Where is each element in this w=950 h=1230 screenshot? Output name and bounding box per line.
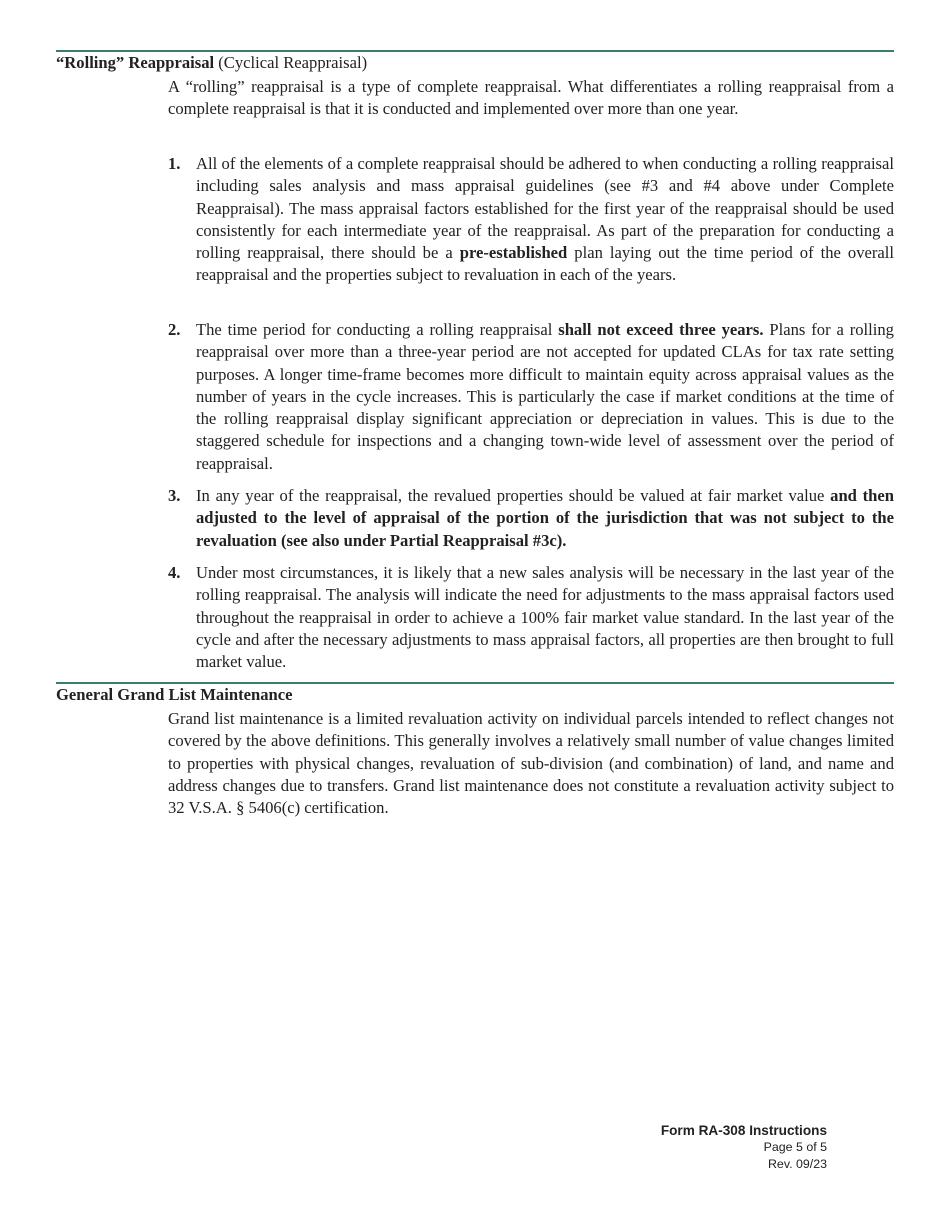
list-item-4 bbox=[168, 562, 894, 673]
section-title-bold: “Rolling” Reappraisal bbox=[56, 53, 215, 72]
list-number: 1. bbox=[168, 154, 181, 173]
section-title-rolling-reappraisal bbox=[56, 52, 894, 74]
rolling-intro-paragraph: A “rolling” reappraisal is a type of complete reappraisal. What differentiates a rolling reappraisal from a complete reappraisal is that it is conducted and implemented over more than one year. bbox=[168, 77, 894, 119]
list-item-1 bbox=[168, 153, 894, 287]
section-title-rest: (Cyclical Reappraisal) bbox=[214, 53, 368, 72]
list-number: 2. bbox=[168, 320, 181, 339]
list-number: 3. bbox=[168, 486, 181, 505]
page-footer bbox=[661, 1122, 827, 1173]
list-text: All of the elements of a complete reappraisal should be adhered to when conducting a rolling reappraisal including sales analysis and mass appraisal guidelines (see #3 and #4 above under Complete Reappraisal). The mass appraisal factors established for the first year of the reappraisal should be used consistently for each intermediate year of the reappraisal. As part of the preparation for conducting a rolling reappraisal, there should be a pre-established plan laying out the time period of the overall reappraisal and the properties subject to revaluation in each of the years. bbox=[196, 154, 894, 285]
grand-list-paragraph: Grand list maintenance is a limited revaluation activity on individual parcels intended to reflect changes not covered by the above definitions. This generally involves a relatively small number of value changes limited to properties with physical changes, revaluation of sub-division (and combination) of land, and name and address changes due to transfers. Grand list maintenance does not constitute a revaluation activity subject to 32 V.S.A. § 5406(c) certification. bbox=[168, 709, 894, 818]
list-text: Under most circumstances, it is likely that a new sales analysis will be necessary in the last year of the rolling reappraisal. The analysis will indicate the need for adjustments to the mass appraisal factors used throughout the reappraisal in order to achieve a 100% fair market value standard. In the last year of the cycle and after the necessary adjustments to mass appraisal factors, all properties are then brought to full market value. bbox=[196, 563, 894, 672]
list-number: 4. bbox=[168, 563, 181, 582]
list-item-2 bbox=[168, 319, 894, 475]
section-title-grand-list-maintenance: General Grand List Maintenance bbox=[56, 685, 293, 704]
footer-revision: Rev. 09/23 bbox=[767, 1157, 827, 1171]
list-text: The time period for conducting a rolling reappraisal shall not exceed three years. Plans for a rolling reappraisal over more than a three-year period are not accepted for updated CLAs for tax rate setting purposes. A longer time-frame becomes more difficult to maintain equity across appraisal values as the number of years in the cycle increases. This is particularly the case if market conditions at the time of the rolling reappraisal display significant appreciation or depreciation in values. This is due to the staggered schedule for inspections and a changing town-wide level of assessment over the period of reappraisal. bbox=[196, 320, 894, 473]
list-item-3 bbox=[168, 485, 894, 552]
footer-form-title: Form RA-308 Instructions bbox=[660, 1123, 827, 1138]
footer-page-number: Page 5 of 5 bbox=[763, 1140, 827, 1154]
list-text: In any year of the reappraisal, the revalued properties should be valued at fair market value and then adjusted to the level of appraisal of the portion of the jurisdiction that was not subject to the revaluation (see also under Partial Reappraisal #3c). bbox=[196, 486, 894, 550]
